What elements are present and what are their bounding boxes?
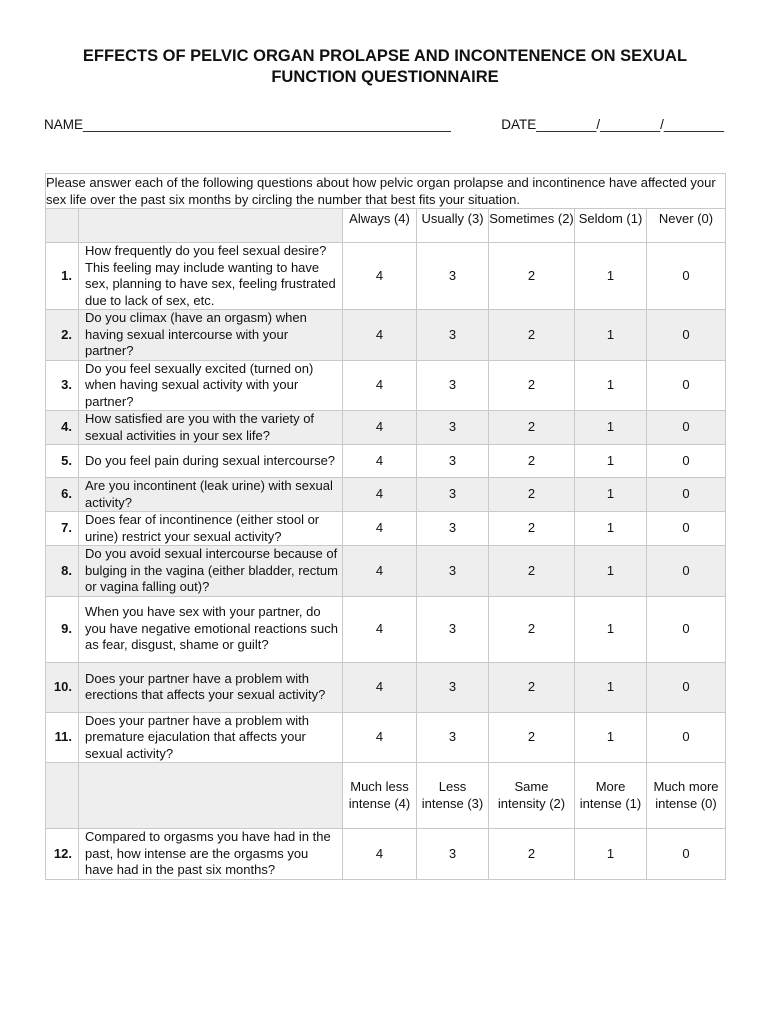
answer-option-sometimes[interactable]: 2 [489,310,575,361]
answer-option-usually[interactable]: 3 [417,310,489,361]
header-less-intense: Less intense (3) [417,763,489,829]
answer-option-always[interactable]: 4 [343,360,417,411]
answer-option-always[interactable]: 4 [343,546,417,597]
answer-option-never[interactable]: 0 [647,445,726,478]
question-text: How frequently do you feel sexual desire? This feeling may include wanting to have sex, planning to have sex, feeling frustrated due to lack of sex, etc. [79,243,343,310]
question-text: Does fear of incontinence (either stool or urine) restrict your sexual activity? [79,512,343,546]
answer-option-usually[interactable]: 3 [417,712,489,763]
answer-option-never[interactable]: 0 [647,243,726,310]
answer-option-always[interactable]: 4 [343,411,417,445]
answer-option-always[interactable]: 4 [343,445,417,478]
answer-option-never[interactable]: 0 [647,478,726,512]
title-line-1: EFFECTS OF PELVIC ORGAN PROLAPSE AND INCONTENENCE ON SEXUAL [82,47,688,65]
answer-option-seldom[interactable]: 1 [575,596,647,662]
answer-option-seldom[interactable]: 1 [575,243,647,310]
question-row [46,243,726,310]
header-fields [44,117,724,132]
question-row [46,411,726,445]
question-number: 7. [46,512,79,546]
question-number: 6. [46,478,79,512]
answer-option-seldom[interactable]: 1 [575,445,647,478]
question-text: Does your partner have a problem with premature ejaculation that affects your sexual activity? [79,712,343,763]
question-text: Are you incontinent (leak urine) with sexual activity? [79,478,343,512]
header-row-frequency [46,209,726,243]
answer-option-always[interactable]: 4 [343,478,417,512]
answer-option-usually[interactable]: 3 [417,243,489,310]
answer-option-never[interactable]: 0 [647,712,726,763]
header-much-more-intense: Much more intense (0) [647,763,726,829]
answer-option-never[interactable]: 0 [647,596,726,662]
answer-option-always[interactable]: 4 [343,512,417,546]
answer-option-sometimes[interactable]: 2 [489,411,575,445]
answer-option-usually[interactable]: 3 [417,546,489,597]
answer-option-sometimes[interactable]: 2 [489,596,575,662]
answer-option-seldom[interactable]: 1 [575,478,647,512]
question-text: Do you feel sexually excited (turned on) when having sexual activity with your partner? [79,360,343,411]
answer-option-seldom[interactable]: 1 [575,712,647,763]
questionnaire-table [45,173,726,880]
answer-option-never[interactable]: 0 [647,360,726,411]
header-much-less-intense: Much less intense (4) [343,763,417,829]
question-text: Do you climax (have an orgasm) when having sexual intercourse with your partner? [79,310,343,361]
question-row [46,662,726,712]
question-number: 1. [46,243,79,310]
question-number: 11. [46,712,79,763]
header-same-intensity: Same intensity (2) [489,763,575,829]
question-row [46,829,726,880]
question-row [46,712,726,763]
header-never: Never (0) [647,209,726,243]
answer-option-always[interactable]: 4 [343,596,417,662]
question-row [46,478,726,512]
question-text: Compared to orgasms you have had in the past, how intense are the orgasms you have had in the past six months? [79,829,343,880]
question-row [46,596,726,662]
question-number: 12. [46,829,79,880]
answer-option-sometimes[interactable]: 2 [489,829,575,880]
answer-option-always[interactable]: 4 [343,829,417,880]
answer-option-usually[interactable]: 3 [417,478,489,512]
question-number: 5. [46,445,79,478]
answer-option-sometimes[interactable]: 2 [489,478,575,512]
page-title [40,46,730,88]
name-field[interactable]: NAME_________________________________________________ [44,117,451,132]
answer-option-sometimes[interactable]: 2 [489,512,575,546]
instructions-row [46,174,726,209]
answer-option-sometimes[interactable]: 2 [489,546,575,597]
question-number: 9. [46,596,79,662]
answer-option-usually[interactable]: 3 [417,445,489,478]
answer-option-always[interactable]: 4 [343,712,417,763]
question-row [46,512,726,546]
answer-option-always[interactable]: 4 [343,243,417,310]
answer-option-sometimes[interactable]: 2 [489,360,575,411]
answer-option-usually[interactable]: 3 [417,512,489,546]
title-line-2: FUNCTION QUESTIONNAIRE [271,68,499,86]
question-text: Do you feel pain during sexual intercourse? [79,445,343,478]
answer-option-seldom[interactable]: 1 [575,360,647,411]
answer-option-seldom[interactable]: 1 [575,310,647,361]
answer-option-seldom[interactable]: 1 [575,546,647,597]
question-row [46,360,726,411]
answer-option-sometimes[interactable]: 2 [489,243,575,310]
answer-option-sometimes[interactable]: 2 [489,445,575,478]
answer-option-sometimes[interactable]: 2 [489,662,575,712]
question-number: 3. [46,360,79,411]
header-row-intensity [46,763,726,829]
instructions-text: Please answer each of the following questions about how pelvic organ prolapse and incontinence have affected your sex life over the past six months by circling the number that best fits your situation. [46,174,726,209]
answer-option-never[interactable]: 0 [647,662,726,712]
answer-option-usually[interactable]: 3 [417,596,489,662]
question-number: 4. [46,411,79,445]
question-text: Does your partner have a problem with erections that affects your sexual activity? [79,662,343,712]
answer-option-seldom[interactable]: 1 [575,512,647,546]
answer-option-seldom[interactable]: 1 [575,662,647,712]
answer-option-never[interactable]: 0 [647,546,726,597]
question-number: 10. [46,662,79,712]
answer-option-always[interactable]: 4 [343,310,417,361]
answer-option-usually[interactable]: 3 [417,829,489,880]
answer-option-usually[interactable]: 3 [417,360,489,411]
answer-option-seldom[interactable]: 1 [575,829,647,880]
answer-option-seldom[interactable]: 1 [575,411,647,445]
header-always: Always (4) [343,209,417,243]
question-row [46,445,726,478]
date-field[interactable]: DATE________/________/________ [501,117,724,132]
header-seldom: Seldom (1) [575,209,647,243]
answer-option-never[interactable]: 0 [647,411,726,445]
header-more-intense: More intense (1) [575,763,647,829]
header-sometimes: Sometimes (2) [489,209,575,243]
answer-option-never[interactable]: 0 [647,512,726,546]
question-number: 2. [46,310,79,361]
question-text: When you have sex with your partner, do you have negative emotional reactions such as fear, disgust, shame or guilt? [79,596,343,662]
answer-option-usually[interactable]: 3 [417,411,489,445]
question-text: How satisfied are you with the variety of sexual activities in your sex life? [79,411,343,445]
answer-option-sometimes[interactable]: 2 [489,712,575,763]
question-number: 8. [46,546,79,597]
answer-option-never[interactable]: 0 [647,310,726,361]
answer-option-usually[interactable]: 3 [417,662,489,712]
question-text: Do you avoid sexual intercourse because of bulging in the vagina (either bladder, rectum or vagina falling out)? [79,546,343,597]
header-usually: Usually (3) [417,209,489,243]
answer-option-always[interactable]: 4 [343,662,417,712]
answer-option-never[interactable]: 0 [647,829,726,880]
question-row [46,310,726,361]
question-row [46,546,726,597]
